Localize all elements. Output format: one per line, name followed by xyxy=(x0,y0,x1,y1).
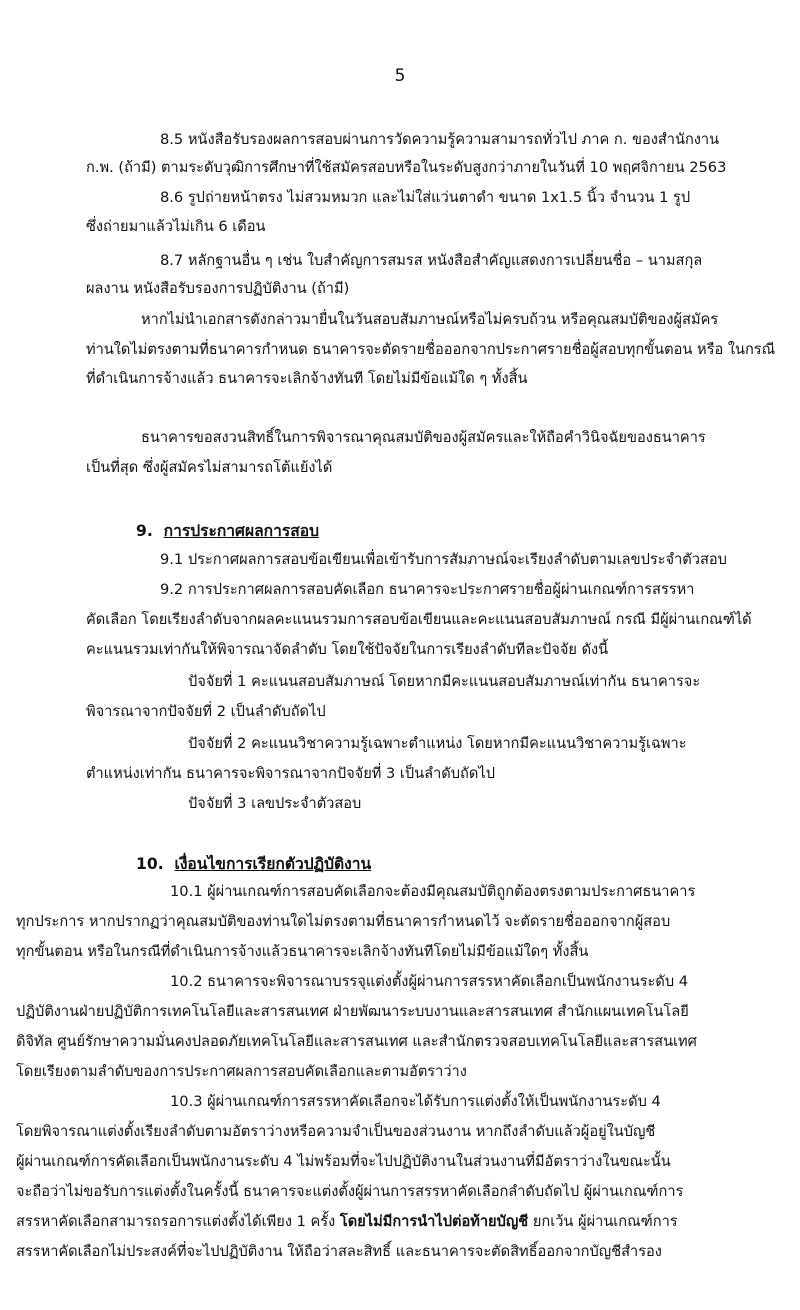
factor-1-line-2: พิจารณาจากปัจจัยที่ 2 เป็นลำดับถัดไป xyxy=(86,703,326,720)
item-10-3-line-5-after: ยกเว้น ผู้ผ่านเกณฑ์การ xyxy=(528,1213,678,1230)
page-number: 5 xyxy=(394,66,406,86)
factor-2-line-2: ตำแหน่งเท่ากัน ธนาคารจะพิจารณาจากปัจจัยที่ 3 เป็นลำดับถัดไป xyxy=(86,765,495,782)
factor-1-line-1: ปัจจัยที่ 1 คะแนนสอบสัมภาษณ์ โดยหากมีคะแนนสอบสัมภาษณ์เท่ากัน ธนาคารจะ xyxy=(188,673,701,690)
no-append-list-bold: โดยไม่มีการนำไปต่อท้ายบัญชี xyxy=(339,1213,529,1230)
item-8-6-line-2: ซึ่งถ่ายมาแล้วไม่เกิน 6 เดือน xyxy=(86,218,266,235)
item-10-3-line-5-before: สรรหาคัดเลือกสามารถรอการแต่งตั้งได้เพียง 1 ครั้ง xyxy=(16,1213,340,1230)
section-9-heading xyxy=(0,521,800,541)
item-9-1-line: 9.1 ประกาศผลการสอบข้อเขียนเพื่อเข้ารับการสัมภาษณ์จะเรียงลำดับตามเลขประจำตัวสอบ xyxy=(160,551,727,568)
item-10-3-line-5 xyxy=(0,1212,800,1232)
factor-3-line: ปัจจัยที่ 3 เลขประจำตัวสอบ xyxy=(188,795,362,812)
missing-docs-line-3: ที่ดำเนินการจ้างแล้ว ธนาคารจะเลิกจ้างทันที โดยไม่มีข้อแม้ใด ๆ ทั้งสิ้น xyxy=(86,370,528,387)
item-8-7-line-1: 8.7 หลักฐานอื่น ๆ เช่น ใบสำคัญการสมรส หนังสือสำคัญแสดงการเปลี่ยนชื่อ – นามสกุล xyxy=(160,252,703,269)
item-8-5-line-1: 8.5 หนังสือรับรองผลการสอบผ่านการวัดความรู้ความสามารถทั่วไป ภาค ก. ของสำนักงาน xyxy=(160,131,720,148)
item-10-2-line-3: ดิจิทัล ศูนย์รักษาความมั่นคงปลอดภัยเทคโนโลยีและสารสนเทศ และสำนักตรวจสอบเทคโนโลยีและสารสนเทศ xyxy=(16,1033,697,1050)
item-10-3-line-4: จะถือว่าไม่ขอรับการแต่งตั้งในครั้งนี้ ธนาคารจะแต่งตั้งผู้ผ่านการสรรหาคัดเลือกลำดับถัดไป ผู้ผ่านเกณฑ์การ xyxy=(16,1183,684,1200)
item-10-2-line-1: 10.2 ธนาคารจะพิจารณาบรรจุแต่งตั้งผู้ผ่านการสรรหาคัดเลือกเป็นพนักงานระดับ 4 xyxy=(170,973,689,990)
item-9-2-line-3: คะแนนรวมเท่ากันให้พิจารณาจัดลำดับ โดยใช้ปัจจัยในการเรียงลำดับทีละปัจจัย ดังนี้ xyxy=(86,641,609,658)
missing-docs-line-2: ท่านใดไม่ตรงตามที่ธนาคารกำหนด ธนาคารจะตัดรายชื่อออกจากประกาศรายชื่อผู้สอบทุกขั้นตอน หรือ ในกรณี xyxy=(86,341,776,358)
section-10-number: 10. xyxy=(136,855,164,873)
item-10-1-line-1: 10.1 ผู้ผ่านเกณฑ์การสอบคัดเลือกจะต้องมีคุณสมบัติถูกต้องตรงตามประกาศธนาคาร xyxy=(170,883,696,900)
item-9-2-line-1: 9.2 การประกาศผลการสอบคัดเลือก ธนาคารจะประกาศรายชื่อผู้ผ่านเกณฑ์การสรรหา xyxy=(160,581,695,598)
item-10-3-line-6: สรรหาคัดเลือกไม่ประสงค์ที่จะไปปฏิบัติงาน ให้ถือว่าสละสิทธิ์ และธนาคารจะตัดสิทธิ์ออกจากบัญชีสำรอง xyxy=(16,1243,662,1260)
item-8-6-line-1: 8.6 รูปถ่ายหน้าตรง ไม่สวมหมวก และไม่ใส่แว่นตาดำ ขนาด 1x1.5 นิ้ว จำนวน 1 รูป xyxy=(160,189,691,206)
item-10-3-line-1: 10.3 ผู้ผ่านเกณฑ์การสรรหาคัดเลือกจะได้รับการแต่งตั้งให้เป็นพนักงานระดับ 4 xyxy=(170,1093,661,1110)
item-8-5-line-2: ก.พ. (ถ้ามี) ตามระดับวุฒิการศึกษาที่ใช้สมัครสอบหรือในระดับสูงกว่าภายในวันที่ 10 พฤศจิกายน 2563 xyxy=(86,159,727,176)
item-10-1-line-2: ทุกประการ หากปรากฏว่าคุณสมบัติของท่านใดไม่ตรงตามที่ธนาคารกำหนดไว้ จะตัดรายชื่อออกจากผู้สอบ xyxy=(16,913,671,930)
item-10-3-line-3: ผู้ผ่านเกณฑ์การคัดเลือกเป็นพนักงานระดับ 4 ไม่พร้อมที่จะไปปฏิบัติงานในส่วนงานที่มีอัตราว่างในขณะนั้น xyxy=(16,1153,671,1170)
item-8-7-line-2: ผลงาน หนังสือรับรองการปฏิบัติงาน (ถ้ามี) xyxy=(86,280,350,297)
factor-2-line-1: ปัจจัยที่ 2 คะแนนวิชาความรู้เฉพาะตำแหน่ง โดยหากมีคะแนนวิชาความรู้เฉพาะ xyxy=(188,735,687,752)
rights-line-2: เป็นที่สุด ซึ่งผู้สมัครไม่สามารถโต้แย้งได้ xyxy=(86,459,333,476)
rights-line-1: ธนาคารขอสงวนสิทธิ์ในการพิจารณาคุณสมบัติของผู้สมัครและให้ถือคำวินิจฉัยของธนาคาร xyxy=(141,429,706,446)
item-9-2-line-2: คัดเลือก โดยเรียงลำดับจากผลคะแนนรวมการสอบข้อเขียนและคะแนนสอบสัมภาษณ์ กรณี มีผู้ผ่านเกณฑ์ได้ xyxy=(86,611,752,628)
section-10-heading xyxy=(0,854,800,874)
item-10-2-line-4: โดยเรียงตามลำดับของการประกาศผลการสอบคัดเลือกและตามอัตราว่าง xyxy=(16,1063,467,1080)
item-10-1-line-3: ทุกขั้นตอน หรือในกรณีที่ดำเนินการจ้างแล้วธนาคารจะเลิกจ้างทันทีโดยไม่มีข้อแม้ใดๆ ทั้งสิ้น xyxy=(16,943,589,960)
item-10-3-line-2: โดยพิจารณาแต่งตั้งเรียงลำดับตามอัตราว่างหรือความจำเป็นของส่วนงาน หากถึงลำดับแล้วผู้อยู่ในบัญชี xyxy=(16,1123,656,1140)
section-9-title: การประกาศผลการสอบ xyxy=(163,522,320,540)
missing-docs-line-1: หากไม่นำเอกสารดังกล่าวมายื่นในวันสอบสัมภาษณ์หรือไม่ครบถ้วน หรือคุณสมบัติของผู้สมัคร xyxy=(141,311,719,328)
section-10-title: เงื่อนไขการเรียกตัวปฏิบัติงาน xyxy=(174,855,372,873)
section-9-number: 9. xyxy=(136,522,153,540)
item-10-2-line-2: ปฏิบัติงานฝ่ายปฏิบัติการเทคโนโลยีและสารสนเทศ ฝ่ายพัฒนาระบบงานและสารสนเทศ สำนักแผนเทคโนโลยี xyxy=(16,1003,689,1020)
